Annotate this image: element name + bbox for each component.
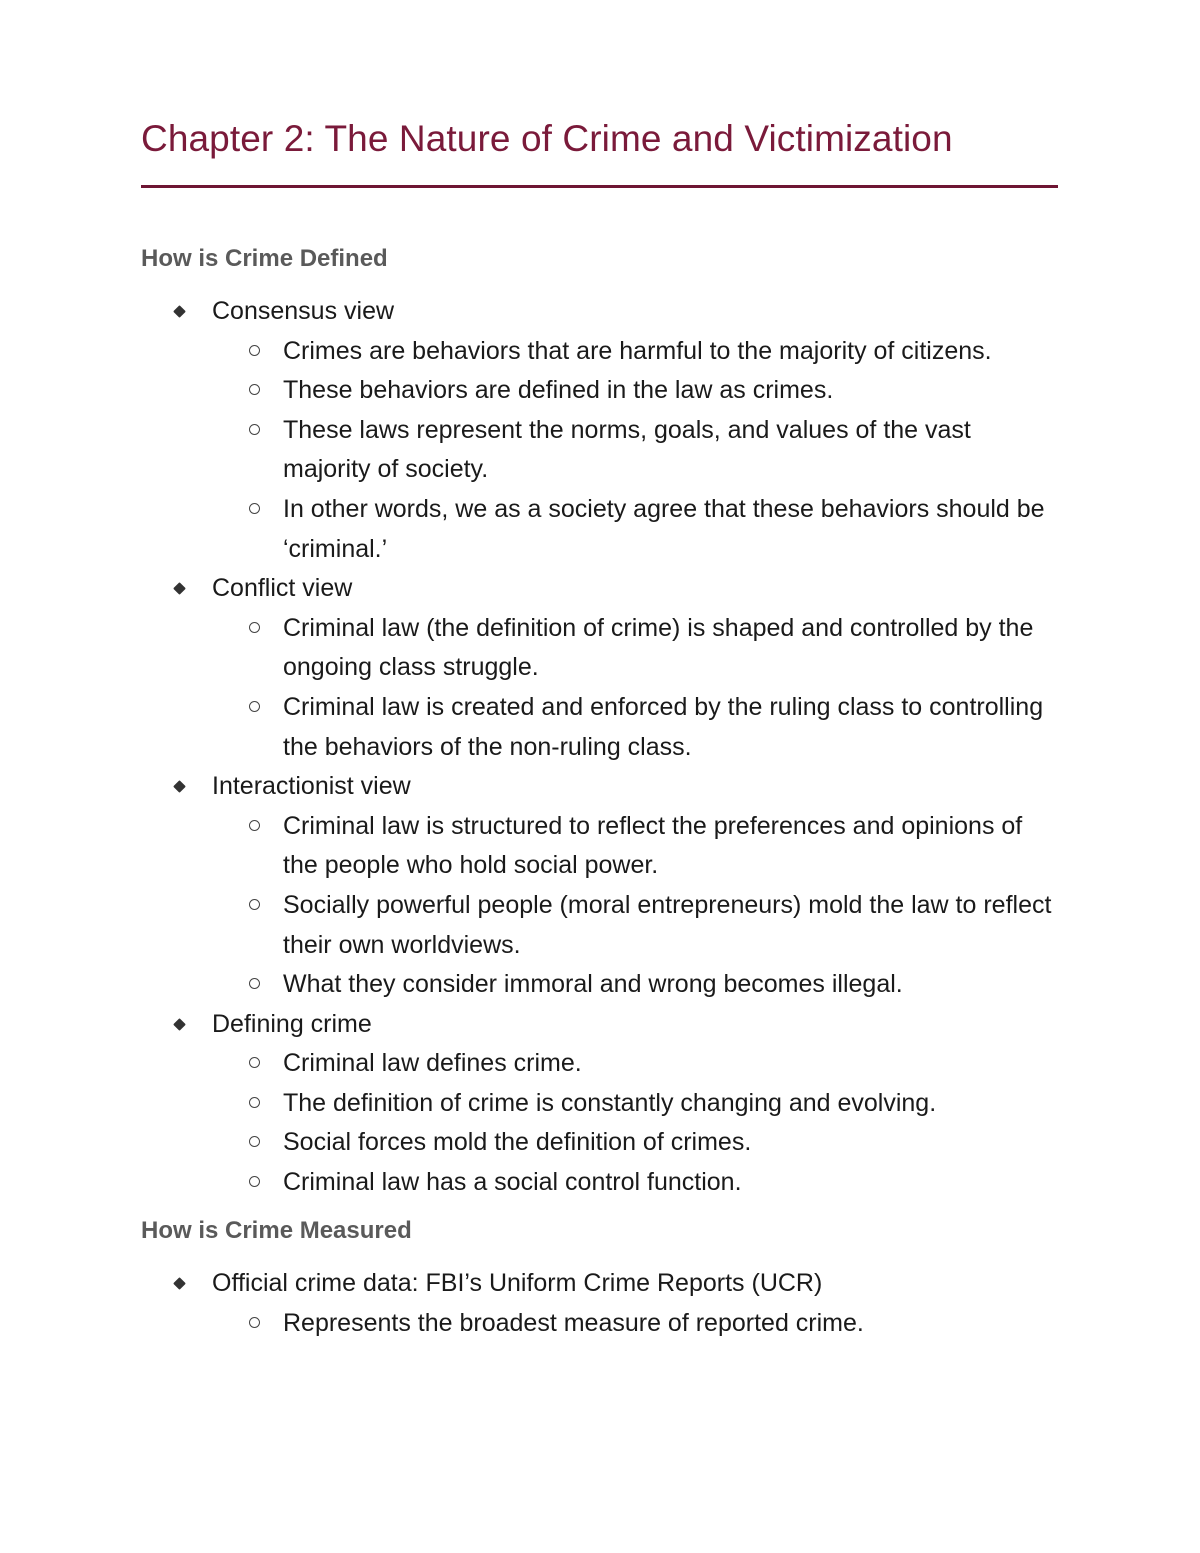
list-item-label: Defining crime [212,1009,372,1038]
section-heading-crime-defined: How is Crime Defined [141,245,388,272]
crime-measured-list [0,1264,1063,1343]
sub-item-text: These laws represent the norms, goals, and values of the vast majority of society. [283,415,971,484]
sub-list-item [0,886,1063,965]
sub-item-text: Criminal law (the definition of crime) is shaped and controlled by the ongoing class struggle. [283,613,1034,682]
sub-item-text: Criminal law is structured to reflect the preferences and opinions of the people who hold social power. [283,811,1023,880]
circle-bullet-icon [249,1057,260,1068]
sub-list-item [0,965,1063,1005]
list-item-label: Interactionist view [212,772,411,801]
list-item-consensus-view [0,292,1063,332]
sub-item-text: Crimes are behaviors that are harmful to the majority of citizens. [283,336,992,365]
sub-item-text: Social forces mold the definition of crimes. [283,1128,752,1157]
sub-item-text: These behaviors are defined in the law as crimes. [283,376,834,405]
circle-bullet-icon [249,1176,260,1187]
list-item-label: Official crime data: FBI’s Uniform Crime Reports (UCR) [212,1269,823,1297]
list-item-official-crime-data [0,1264,1063,1304]
sub-list-item [0,371,1063,411]
diamond-bullet-icon [173,1018,186,1031]
list-item-label: Conflict view [212,574,353,603]
sub-list-item [0,1163,1063,1203]
sub-item-text: Represents the broadest measure of reported crime. [283,1308,864,1337]
circle-bullet-icon [249,345,260,356]
list-item-interactionist-view [0,767,1063,807]
sub-item-text: Criminal law defines crime. [283,1049,582,1078]
sub-list-item [0,1044,1063,1084]
circle-bullet-icon [249,1136,260,1147]
list-item-label: Consensus view [212,297,395,325]
sub-item-text: In other words, we as a society agree that these behaviors should be ‘criminal.’ [283,494,1045,563]
sub-item-text: Criminal law has a social control function. [283,1168,742,1197]
circle-bullet-icon [249,384,260,395]
sub-list-item [0,688,1063,767]
crime-defined-list [0,292,1063,1203]
circle-bullet-icon [249,1097,260,1108]
circle-bullet-icon [249,899,260,910]
diamond-bullet-icon [173,780,186,793]
diamond-bullet-icon [173,1277,186,1290]
circle-bullet-icon [249,622,260,633]
sub-item-text: The definition of crime is constantly changing and evolving. [283,1088,937,1117]
circle-bullet-icon [249,820,260,831]
sub-list-item [0,1084,1063,1124]
page-title: Chapter 2: The Nature of Crime and Victimization [141,118,953,159]
section-heading-crime-measured: How is Crime Measured [141,1217,412,1244]
list-item-defining-crime [0,1005,1063,1045]
diamond-bullet-icon [173,305,186,318]
sub-list-item [0,609,1063,688]
sub-list-item [0,332,1063,372]
list-item-conflict-view [0,569,1063,609]
circle-bullet-icon [249,424,260,435]
sub-list-item [0,411,1063,490]
sub-list-item [0,1304,1063,1344]
circle-bullet-icon [249,503,260,514]
diamond-bullet-icon [173,582,186,595]
sub-list-item [0,1123,1063,1163]
title-underline [141,185,1058,188]
sub-item-text: Socially powerful people (moral entrepreneurs) mold the law to reflect their own worldviews. [283,890,1052,959]
circle-bullet-icon [249,1317,260,1328]
circle-bullet-icon [249,978,260,989]
sub-item-text: What they consider immoral and wrong becomes illegal. [283,970,903,999]
circle-bullet-icon [249,701,260,712]
sub-list-item [0,807,1063,886]
sub-item-text: Criminal law is created and enforced by the ruling class to controlling the behaviors of the non-ruling class. [283,692,1044,761]
sub-list-item [0,490,1063,569]
